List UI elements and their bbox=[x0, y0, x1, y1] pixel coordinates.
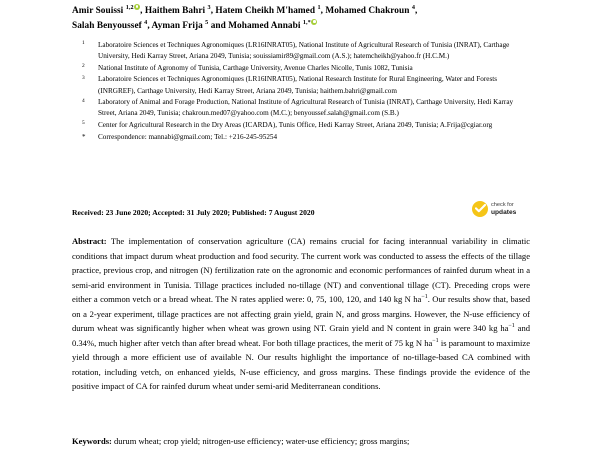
correspondence-item bbox=[72, 132, 532, 143]
abstract-label: Abstract: bbox=[72, 236, 107, 246]
correspondence-text: Correspondence: mannabi@gmail.com; Tel.: +216-245-95254 bbox=[98, 132, 278, 141]
author-salah-benyoussef: Salah Benyoussef bbox=[72, 21, 145, 32]
affiliation-item bbox=[72, 120, 532, 131]
author-affil-sup: 4 bbox=[144, 19, 148, 27]
abstract-sup-1: −1 bbox=[421, 294, 428, 301]
abstract-body-1: The implementation of conservation agriculture (CA) remains crucial for facing interannual variability in climatic conditions that impact durum wheat production and food security. The current work was conducted to assess the effects of the tillage practice, previous crop, and nitrogen (N) fertilization rate on the agronomic and economic performances of rainfed durum wheat in a semi-arid environment in Tunisia. Tillage practices included no-tillage (NT) and conventional tillage (CT). Preceding crops were either a common vetch or a bread wheat. The N rates applied were: 0, 75, 100, 120, and 140 kg N ha bbox=[72, 236, 530, 305]
affiliation-marker: 1 bbox=[82, 40, 85, 47]
affiliation-marker: 5 bbox=[82, 120, 85, 127]
correspondence-marker: * bbox=[82, 133, 86, 142]
keywords-section bbox=[72, 434, 530, 449]
author-sep-3: , Mohamed Chakroun bbox=[320, 6, 412, 17]
author-affil-sup: 1,2 bbox=[125, 4, 134, 11]
abstract-body-3: and 0.34%, much higher after vetch than after bread wheat. For both tillage practices, the merit of 75 kg N ha bbox=[72, 323, 530, 348]
cfu-line-1: check for bbox=[491, 202, 514, 208]
orcid-icon[interactable] bbox=[134, 4, 140, 10]
orcid-icon[interactable] bbox=[311, 19, 317, 25]
author-affil-sup: 5 bbox=[205, 19, 209, 27]
affiliation-text: Laboratory of Animal and Forage Production, National Institute of Agricultural Research of Tunisia (INRAT), Carthage University, Hedi Karray Street, Ariana 2049, Tunisia; chakroun.med07@yahoo.com (M.C.); benyoussef.salah@gmail.com (S.B.) bbox=[98, 98, 514, 118]
author-affil-sup: 1 bbox=[317, 4, 321, 11]
abstract-body-4: is paramount to maximize yield through a more efficient use of available N. Our results highlight the importance of no-tillage-based CA combined with rotation, including vetch, on enhanced yields, N-use efficiency, and gross margins. These findings provide the evidence of the positive impact of CA for rainfed durum wheat under semi-arid Mediterranean conditions. bbox=[72, 337, 530, 392]
affiliation-item bbox=[72, 97, 532, 119]
abstract-section bbox=[72, 234, 530, 394]
publication-dates: Received: 23 June 2020; Accepted: 31 July 2020; Published: 7 August 2020 bbox=[72, 208, 315, 217]
affiliation-text: Laboratoire Sciences et Techniques Agronomiques (LR16INRAT05), National Research Institute for Rural Engineering, Water and Forests (INRGREF), Carthage University, Hedi Karray Street, Ariana 2049, Tunisia; haithem.bahri@gmail.com bbox=[98, 75, 498, 95]
abstract-sup-2: −1 bbox=[508, 323, 515, 330]
affiliation-text: National Institute of Agronomy of Tunisia, Carthage University, Avenue Charles Nicolle, Tunis 1082, Tunisia bbox=[98, 63, 413, 72]
abstract-body-2: . Our results show that, based on a 2-year experiment, tillage practices are not affecting grain yield, grain N, and gross margins. However, the N-use efficiency of durum wheat was significantly higher when wheat was grown using NT. Grain yield and N content in grain were 340 kg ha bbox=[72, 294, 530, 334]
check-for-updates-badge[interactable] bbox=[472, 198, 534, 220]
author-sep-2: , Hatem Cheikh M'hamed bbox=[210, 6, 318, 17]
affiliation-item bbox=[72, 74, 532, 96]
affiliation-marker: 2 bbox=[82, 63, 85, 70]
affiliation-marker: 3 bbox=[82, 74, 85, 81]
author-amir-souissi: Amir Souissi bbox=[72, 6, 126, 17]
check-for-updates-label bbox=[491, 202, 516, 216]
author-sep-6: and Mohamed Annabi bbox=[208, 21, 303, 32]
author-list bbox=[72, 3, 530, 34]
author-sep-1: , Haithem Bahri bbox=[140, 6, 208, 17]
affiliation-list bbox=[72, 40, 532, 143]
author-affil-sup: 1,* bbox=[302, 19, 311, 27]
checkmark-icon bbox=[472, 201, 488, 217]
keywords-label: Keywords: bbox=[72, 436, 112, 446]
abstract-sup-3: −1 bbox=[432, 337, 439, 344]
author-affil-sup: 3 bbox=[207, 4, 211, 11]
affiliation-marker: 4 bbox=[82, 97, 85, 104]
affiliation-item bbox=[72, 40, 532, 62]
affiliation-item bbox=[72, 63, 532, 74]
affiliation-text: Laboratoire Sciences et Techniques Agronomiques (LR16INRAT05), National Institute of Agricultural Research of Tunisia (INRAT), Carthage University, Hedi Karray Street, Ariana 2049, Tunisia; souissiamir89@gmail.com (A.S.); hatemcheikh@yahoo.fr (H.C.M.) bbox=[98, 41, 510, 61]
cfu-line-2: updates bbox=[491, 209, 517, 216]
author-sep-4: , bbox=[414, 6, 418, 17]
affiliation-text: Center for Agricultural Research in the Dry Areas (ICARDA), Tunis Office, Hedi Karray Street, Ariana 2049, Tunisia; A.Frija@cgiar.org bbox=[98, 121, 493, 130]
author-affil-sup: 4 bbox=[411, 4, 415, 11]
keywords-text: durum wheat; crop yield; nitrogen-use efficiency; water-use efficiency; gross margins; bbox=[111, 436, 410, 446]
author-sep-5: , Ayman Frija bbox=[147, 21, 206, 32]
